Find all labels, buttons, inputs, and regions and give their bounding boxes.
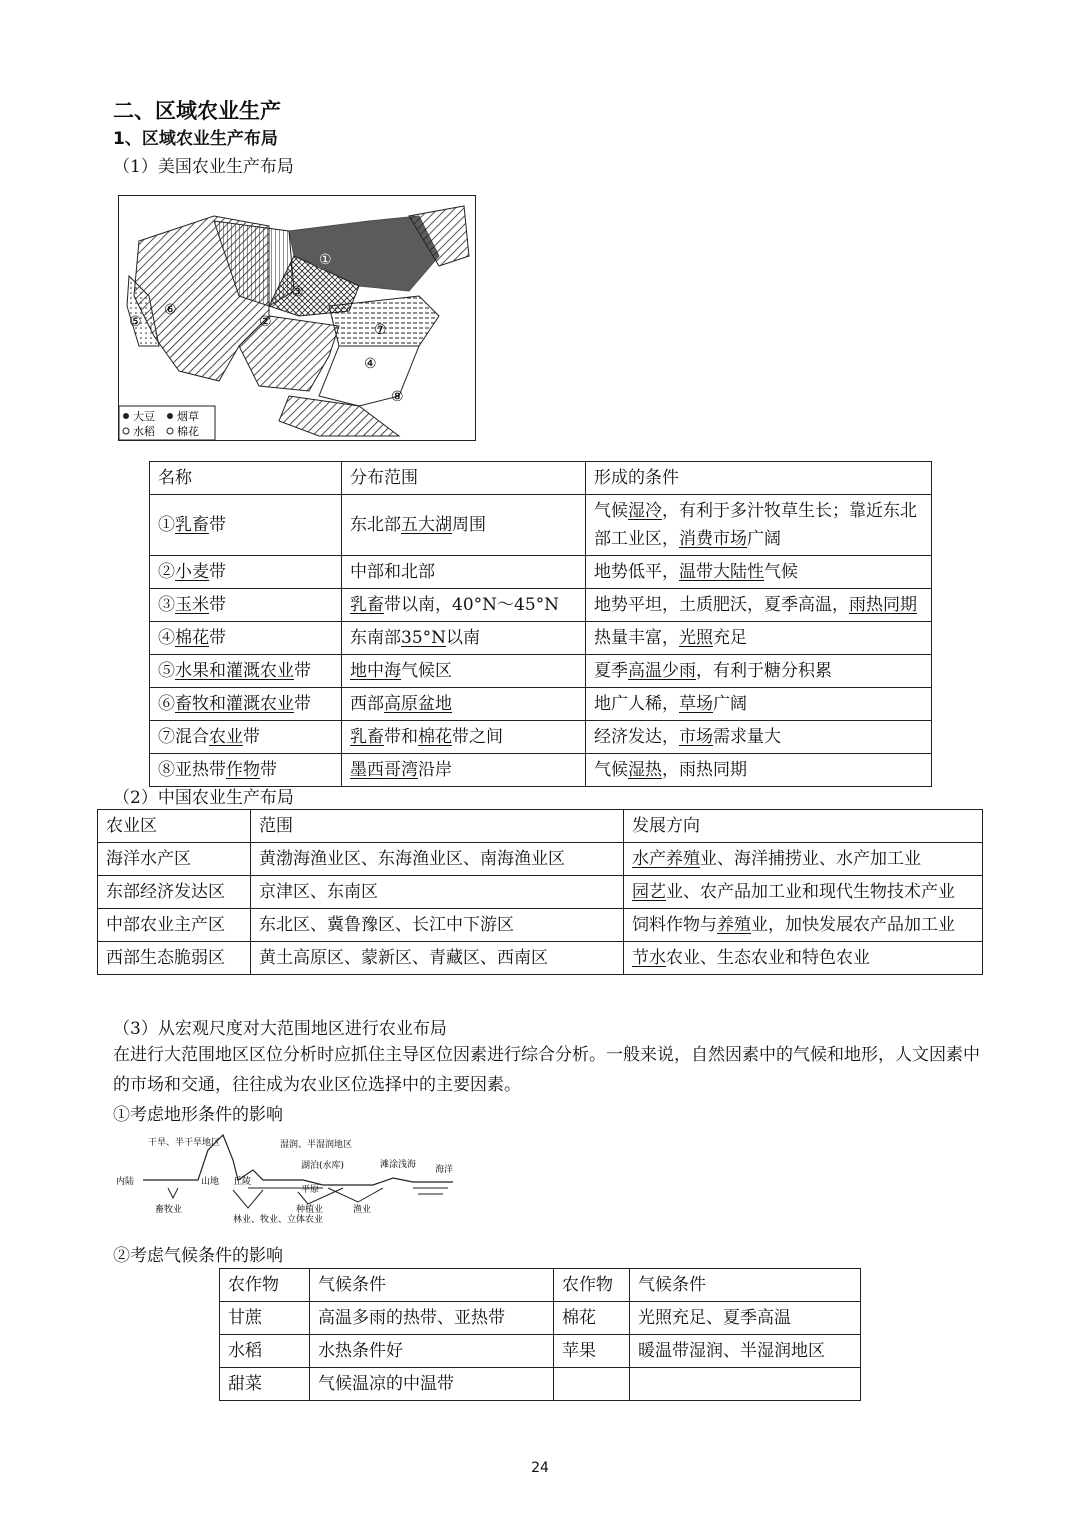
legend-cotton: 棉花	[177, 425, 199, 438]
label-inland: 内陆	[116, 1177, 135, 1187]
table-row: 中部农业主产区 东北区、冀鲁豫区、长江中下游区 饲料作物与养殖业，加快发展农产品加工业	[98, 909, 983, 942]
terrain-heading: ①考虑地形条件的影响	[113, 1105, 283, 1125]
header-scope: 范围	[251, 810, 624, 843]
table-row: ②小麦带 中部和北部 地势低平，温带大陆性气候	[150, 556, 932, 589]
label-forestry: 林业、牧业、立体农业	[233, 1215, 324, 1225]
table-row: 甜菜 气候温凉的中温带	[220, 1368, 861, 1401]
map-label-5: ⑤	[129, 314, 142, 330]
china-agriculture-table	[97, 809, 983, 975]
table-row: ⑥畜牧和灌溉农业带 西部高原盆地 地广人稀，草场广阔	[150, 688, 932, 721]
section-title: 二、区域农业生产	[113, 99, 281, 123]
label-lake: 湖泊(水库)	[301, 1161, 345, 1171]
macro-heading: （3）从宏观尺度对大范围地区进行农业布局	[113, 1019, 447, 1039]
map-label-6: ⑥	[164, 302, 177, 318]
label-mountain: 山地	[201, 1177, 220, 1187]
legend-tobacco: 烟草	[177, 410, 199, 423]
table-row: 海洋水产区 黄渤海渔业区、东海渔业区、南海渔业区 水产养殖业、海洋捕捞业、水产加工业	[98, 843, 983, 876]
us-heading: （1）美国农业生产布局	[113, 157, 294, 177]
map-label-7: ⑦	[374, 322, 387, 338]
sub-title: 1、区域农业生产布局	[113, 129, 278, 149]
map-label-3: ③	[291, 284, 304, 300]
us-agriculture-table	[149, 461, 932, 787]
header-climate-2: 气候条件	[630, 1269, 861, 1302]
table-row: 甘蔗 高温多雨的热带、亚热带 棉花 光照充足、夏季高温	[220, 1302, 861, 1335]
map-label-8: ⑧	[391, 389, 404, 405]
label-ocean: 海洋	[435, 1165, 454, 1175]
header-climate-1: 气候条件	[310, 1269, 554, 1302]
map-label-4: ④	[364, 356, 377, 372]
page-number: 24	[531, 1460, 549, 1476]
tobacco-icon	[167, 413, 173, 419]
label-humid: 湿润、半湿润地区	[280, 1140, 353, 1150]
table-row: ⑦混合农业带 乳畜带和棉花带之间 经济发达，市场需求量大	[150, 721, 932, 754]
table-row: ③玉米带 乳畜带以南，40°N～45°N 地势平坦，土质肥沃，夏季高温，雨热同期	[150, 589, 932, 622]
label-dry: 干旱、半干旱地区	[148, 1138, 221, 1148]
table-row: ④棉花带 东南部35°N以南 热量丰富，光照充足	[150, 622, 932, 655]
label-planting: 种植业	[296, 1205, 324, 1215]
map-label-2: ②	[259, 314, 272, 330]
climate-table	[219, 1268, 861, 1401]
table-row: 东部经济发达区 京津区、东南区 园艺业、农产品加工业和现代生物技术产业	[98, 876, 983, 909]
climate-heading: ②考虑气候条件的影响	[113, 1246, 283, 1266]
macro-paragraph: 在进行大范围地区区位分析时应抓住主导区位因素进行综合分析。一般来说，自然因素中的气候和地形，人文因素中的市场和交通，往往成为农业区位选择中的主要因素。	[113, 1045, 980, 1095]
table-row: ①乳畜带 东北部五大湖周围 气候湿冷，有利于多汁牧草生长；靠近东北部工业区，消费市场广阔	[150, 495, 932, 556]
header-direction: 发展方向	[624, 810, 983, 843]
header-name: 名称	[150, 462, 342, 495]
label-hill: 丘陵	[233, 1177, 252, 1187]
china-heading: （2）中国农业生产布局	[113, 788, 294, 808]
header-range: 分布范围	[342, 462, 586, 495]
legend-soybean: 大豆	[133, 410, 155, 423]
header-region: 农业区	[98, 810, 251, 843]
label-plain: 平原	[301, 1185, 320, 1195]
table-row: 水稻 水热条件好 苹果 暖温带湿润、半湿润地区	[220, 1335, 861, 1368]
legend-rice: 水稻	[133, 425, 155, 438]
header-crop-2: 农作物	[554, 1269, 630, 1302]
map-label-1: ①	[319, 252, 332, 268]
header-condition: 形成的条件	[586, 462, 932, 495]
soybean-icon	[123, 413, 129, 419]
label-tidal: 滩涂浅海	[380, 1160, 417, 1170]
table-row: ⑧亚热带作物带 墨西哥湾沿岸 气候湿热，雨热同期	[150, 754, 932, 787]
table-row: ⑤水果和灌溉农业带 地中海气候区 夏季高温少雨，有利于糖分积累	[150, 655, 932, 688]
header-crop-1: 农作物	[220, 1269, 310, 1302]
label-fishery: 渔业	[353, 1205, 372, 1215]
us-agriculture-map	[118, 195, 476, 441]
terrain-diagram	[113, 1130, 473, 1240]
table-row: 西部生态脆弱区 黄土高原区、蒙新区、青藏区、西南区 节水农业、生态农业和特色农业	[98, 942, 983, 975]
label-grazing: 畜牧业	[155, 1205, 183, 1215]
